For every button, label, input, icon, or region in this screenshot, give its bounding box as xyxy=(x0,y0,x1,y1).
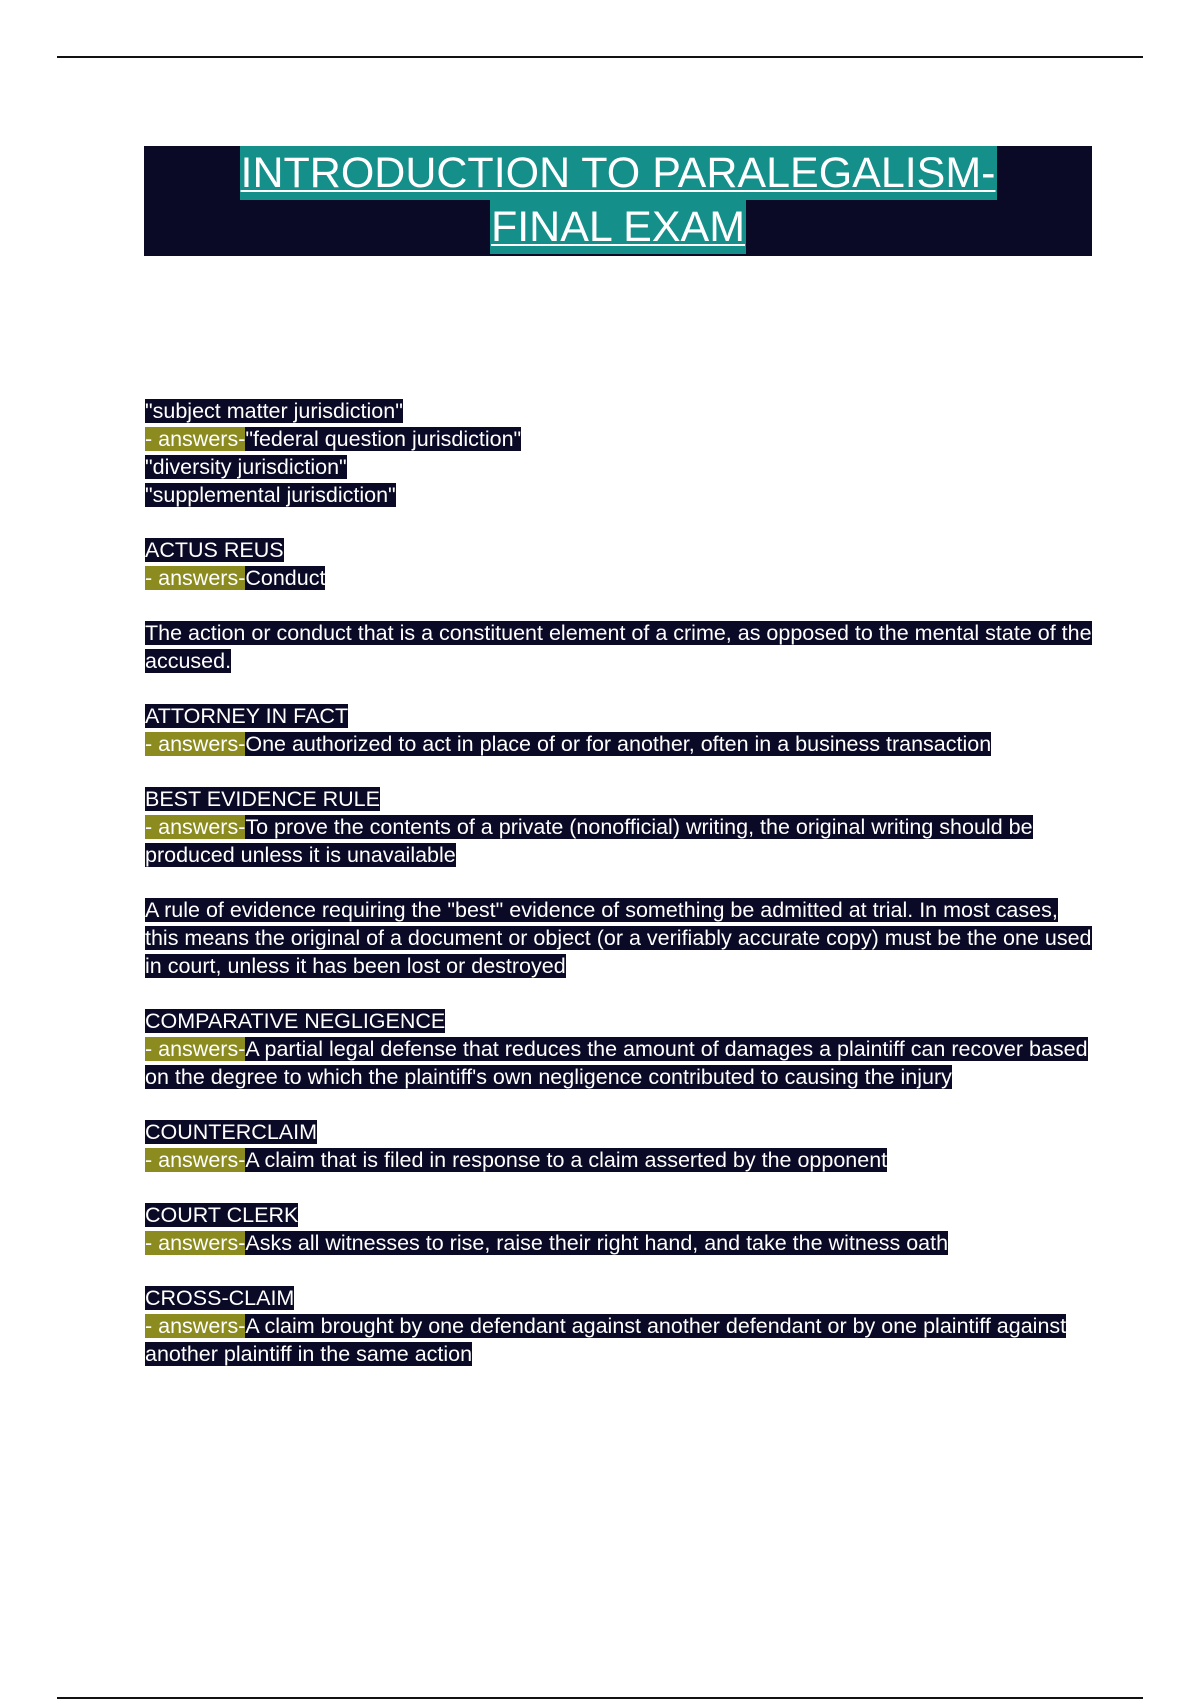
answers-label: - answers- xyxy=(145,1314,246,1338)
term: ACTUS REUS xyxy=(145,538,284,562)
answers-label: - answers- xyxy=(145,1231,246,1255)
title-line-2: FINAL EXAM xyxy=(490,200,746,254)
title-line-1: INTRODUCTION TO PARALEGALISM- xyxy=(240,146,997,200)
list-item xyxy=(145,536,1095,592)
list-item xyxy=(145,896,1095,980)
answer: Asks all witnesses to rise, raise their right hand, and take the witness oath xyxy=(245,1231,949,1255)
qa-list xyxy=(145,397,1095,1395)
list-item xyxy=(145,702,1095,758)
term: COUNTERCLAIM xyxy=(145,1120,318,1144)
answers-label: - answers- xyxy=(145,815,246,839)
answer-extra: "supplemental jurisdiction" xyxy=(145,483,396,507)
answer: A claim brought by one defendant against another defendant or by one plaintiff against another plaintiff in the same action xyxy=(145,1314,1067,1366)
list-item xyxy=(145,785,1095,869)
paragraph: The action or conduct that is a constituent element of a crime, as opposed to the mental state of the accused. xyxy=(145,621,1092,673)
term: "subject matter jurisdiction" xyxy=(145,399,403,423)
answer: One authorized to act in place of or for another, often in a business transaction xyxy=(245,732,992,756)
answer-extra: "diversity jurisdiction" xyxy=(145,455,347,479)
answers-label: - answers- xyxy=(145,427,246,451)
term: BEST EVIDENCE RULE xyxy=(145,787,380,811)
answer: To prove the contents of a private (nonofficial) writing, the original writing should be produced unless it is unavailable xyxy=(145,815,1033,867)
list-item xyxy=(145,1284,1095,1368)
list-item xyxy=(145,619,1095,675)
answers-label: - answers- xyxy=(145,1148,246,1172)
answers-label: - answers- xyxy=(145,732,246,756)
answer: Conduct xyxy=(245,566,326,590)
term: COMPARATIVE NEGLIGENCE xyxy=(145,1009,446,1033)
answer: "federal question jurisdiction" xyxy=(245,427,522,451)
answers-label: - answers- xyxy=(145,566,246,590)
answer: A claim that is filed in response to a claim asserted by the opponent xyxy=(245,1148,888,1172)
list-item xyxy=(145,1201,1095,1257)
term: CROSS-CLAIM xyxy=(145,1286,295,1310)
list-item xyxy=(145,397,1095,509)
term: ATTORNEY IN FACT xyxy=(145,704,349,728)
header-rule xyxy=(57,56,1143,58)
list-item xyxy=(145,1118,1095,1174)
footer-rule xyxy=(57,1697,1143,1699)
title-banner xyxy=(144,146,1092,256)
list-item xyxy=(145,1007,1095,1091)
answer: A partial legal defense that reduces the amount of damages a plaintiff can recover based on the degree to which the plaintiff's own negligence contributed to causing the injury xyxy=(145,1037,1088,1089)
answers-label: - answers- xyxy=(145,1037,246,1061)
term: COURT CLERK xyxy=(145,1203,299,1227)
paragraph: A rule of evidence requiring the "best" evidence of something be admitted at trial. In most cases, this means the original of a document or object (or a verifiably accurate copy) must be the one used in court, unless it has been lost or destroyed xyxy=(145,898,1092,978)
